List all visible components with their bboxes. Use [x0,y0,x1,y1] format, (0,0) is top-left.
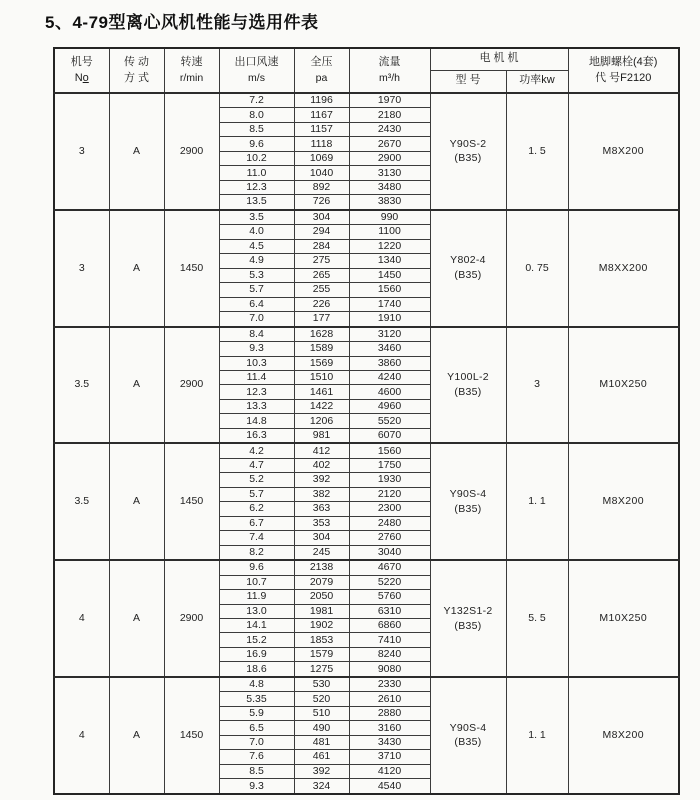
outlet-velocity-cell: 8.4 [219,327,294,342]
flow-cell: 2760 [349,531,430,545]
pressure-cell: 1902 [294,619,349,633]
pressure-cell: 275 [294,254,349,268]
outlet-velocity-cell: 3.5 [219,210,294,225]
flow-cell: 1740 [349,297,430,311]
pressure-cell: 1196 [294,93,349,108]
pressure-cell: 1461 [294,385,349,399]
outlet-velocity-cell: 4.0 [219,225,294,239]
outlet-velocity-cell: 7.4 [219,531,294,545]
pressure-cell: 1118 [294,137,349,151]
machine-no-cell: 3.5 [54,327,109,444]
outlet-velocity-cell: 12.3 [219,180,294,194]
flow-cell: 3710 [349,750,430,764]
pressure-cell: 490 [294,721,349,735]
pressure-cell: 461 [294,750,349,764]
flow-cell: 7410 [349,633,430,647]
flow-cell: 990 [349,210,430,225]
outlet-velocity-cell: 13.3 [219,399,294,413]
pressure-cell: 245 [294,545,349,560]
flow-cell: 3830 [349,195,430,210]
motor-power-cell: 1. 5 [506,93,568,210]
pressure-cell: 294 [294,225,349,239]
outlet-velocity-cell: 5.7 [219,487,294,501]
fan-performance-table [53,47,680,795]
outlet-velocity-cell: 6.2 [219,502,294,516]
flow-cell: 4600 [349,385,430,399]
motor-model-cell [430,443,506,560]
table-body [54,93,679,794]
header-speed: 转速 r/min [164,48,219,93]
outlet-velocity-cell: 12.3 [219,385,294,399]
flow-cell: 2610 [349,692,430,706]
pressure-cell: 1589 [294,342,349,356]
outlet-velocity-cell: 16.9 [219,647,294,661]
motor-model-cell [430,327,506,444]
drive-type-cell: A [109,443,164,560]
flow-cell: 9080 [349,662,430,677]
drive-type-cell: A [109,93,164,210]
bolt-cell: M8X200 [568,93,679,210]
header-outlet-velocity: 出口风速 m/s [219,48,294,93]
motor-power-cell: 1. 1 [506,443,568,560]
outlet-velocity-cell: 4.7 [219,458,294,472]
motor-power-cell: 1. 1 [506,677,568,794]
flow-cell: 2670 [349,137,430,151]
outlet-velocity-cell: 5.9 [219,706,294,720]
flow-cell: 2900 [349,151,430,165]
header-flow-rate: 流量 m³/h [349,48,430,93]
flow-cell: 3120 [349,327,430,342]
motor-frame-line: (B35) [454,619,482,632]
flow-cell: 1560 [349,283,430,297]
table-row [54,93,679,108]
motor-model-cell [430,93,506,210]
flow-cell: 2180 [349,108,430,122]
speed-cell: 2900 [164,560,219,677]
pressure-cell: 726 [294,195,349,210]
pressure-cell: 2050 [294,590,349,604]
pressure-cell: 1206 [294,414,349,428]
motor-model-cell [430,560,506,677]
flow-cell: 1100 [349,225,430,239]
flow-cell: 6310 [349,604,430,618]
pressure-cell: 304 [294,210,349,225]
header-drive-type: 传 动 方 式 [109,48,164,93]
pressure-cell: 1167 [294,108,349,122]
outlet-velocity-cell: 8.5 [219,122,294,136]
outlet-velocity-cell: 6.4 [219,297,294,311]
flow-cell: 2880 [349,706,430,720]
table-row [54,443,679,458]
flow-cell: 1560 [349,443,430,458]
flow-cell: 8240 [349,647,430,661]
outlet-velocity-cell: 10.3 [219,356,294,370]
flow-cell: 3040 [349,545,430,560]
outlet-velocity-cell: 4.2 [219,443,294,458]
outlet-velocity-cell: 7.0 [219,312,294,327]
table-row [54,677,679,692]
flow-cell: 3430 [349,735,430,749]
pressure-cell: 520 [294,692,349,706]
pressure-cell: 1275 [294,662,349,677]
flow-cell: 4960 [349,399,430,413]
header-anchor-bolt: 地脚螺栓(4套) 代 号F2120 [568,48,679,93]
outlet-velocity-cell: 13.5 [219,195,294,210]
flow-cell: 4540 [349,779,430,794]
drive-type-cell: A [109,560,164,677]
outlet-velocity-cell: 6.5 [219,721,294,735]
flow-cell: 3160 [349,721,430,735]
outlet-velocity-cell: 13.0 [219,604,294,618]
motor-frame-line: (B35) [454,385,482,398]
flow-cell: 4120 [349,764,430,778]
header-motor-power: 功率kw [506,70,568,93]
pressure-cell: 481 [294,735,349,749]
motor-power-cell: 0. 75 [506,210,568,327]
speed-cell: 1450 [164,210,219,327]
motor-frame-line: (B35) [454,152,482,165]
flow-cell: 4240 [349,370,430,384]
speed-cell: 2900 [164,327,219,444]
motor-model-line: Y90S-4 [449,721,487,734]
bolt-cell: M10X250 [568,327,679,444]
bolt-cell: M8X200 [568,677,679,794]
motor-model-line: Y802-4 [450,254,486,267]
pressure-cell: 1981 [294,604,349,618]
table-row [54,560,679,575]
header-motor-group: 电 机 机 [430,48,568,70]
outlet-velocity-cell: 8.5 [219,764,294,778]
speed-cell: 1450 [164,677,219,794]
motor-model-line: Y90S-4 [449,488,487,501]
speed-cell: 1450 [164,443,219,560]
motor-model-line: Y132S1-2 [443,604,493,617]
pressure-cell: 1569 [294,356,349,370]
pressure-cell: 324 [294,779,349,794]
outlet-velocity-cell: 5.35 [219,692,294,706]
outlet-velocity-cell: 11.4 [219,370,294,384]
flow-cell: 3460 [349,342,430,356]
outlet-velocity-cell: 6.7 [219,516,294,530]
outlet-velocity-cell: 8.0 [219,108,294,122]
outlet-velocity-cell: 7.2 [219,93,294,108]
pressure-cell: 177 [294,312,349,327]
pressure-cell: 530 [294,677,349,692]
outlet-velocity-cell: 5.3 [219,268,294,282]
flow-cell: 5760 [349,590,430,604]
table-header [54,48,679,93]
motor-power-cell: 5. 5 [506,560,568,677]
flow-cell: 1450 [349,268,430,282]
outlet-velocity-cell: 8.2 [219,545,294,560]
outlet-velocity-cell: 10.2 [219,151,294,165]
pressure-cell: 1510 [294,370,349,384]
pressure-cell: 265 [294,268,349,282]
motor-frame-line: (B35) [454,736,482,749]
pressure-cell: 1579 [294,647,349,661]
header-total-pressure: 全压 pa [294,48,349,93]
outlet-velocity-cell: 4.8 [219,677,294,692]
outlet-velocity-cell: 11.0 [219,166,294,180]
motor-frame-line: (B35) [454,269,482,282]
outlet-velocity-cell: 9.6 [219,137,294,151]
outlet-velocity-cell: 7.0 [219,735,294,749]
header-machine-no: 机号 No [54,48,109,93]
flow-cell: 4670 [349,560,430,575]
outlet-velocity-cell: 18.6 [219,662,294,677]
outlet-velocity-cell: 4.9 [219,254,294,268]
flow-cell: 1910 [349,312,430,327]
motor-frame-line: (B35) [454,502,482,515]
flow-cell: 3860 [349,356,430,370]
outlet-velocity-cell: 4.5 [219,239,294,253]
outlet-velocity-cell: 9.3 [219,342,294,356]
flow-cell: 6860 [349,619,430,633]
table-row [54,327,679,342]
outlet-velocity-cell: 9.6 [219,560,294,575]
pressure-cell: 2079 [294,575,349,589]
drive-type-cell: A [109,677,164,794]
pressure-cell: 382 [294,487,349,501]
bolt-cell: M10X250 [568,560,679,677]
pressure-cell: 1040 [294,166,349,180]
speed-cell: 2900 [164,93,219,210]
motor-model-cell [430,677,506,794]
outlet-velocity-cell: 5.2 [219,473,294,487]
pressure-cell: 981 [294,428,349,443]
motor-model-line: Y90S-2 [449,137,487,150]
page-title: 5、4-79型离心风机性能与选用件表 [45,13,319,32]
outlet-velocity-cell: 7.6 [219,750,294,764]
pressure-cell: 392 [294,473,349,487]
bolt-cell: M8X200 [568,443,679,560]
flow-cell: 2120 [349,487,430,501]
flow-cell: 1340 [349,254,430,268]
pressure-cell: 510 [294,706,349,720]
drive-type-cell: A [109,210,164,327]
pressure-cell: 1069 [294,151,349,165]
outlet-velocity-cell: 10.7 [219,575,294,589]
outlet-velocity-cell: 9.3 [219,779,294,794]
flow-cell: 2330 [349,677,430,692]
pressure-cell: 255 [294,283,349,297]
outlet-velocity-cell: 16.3 [219,428,294,443]
pressure-cell: 363 [294,502,349,516]
motor-model-line: Y100L-2 [447,371,489,384]
pressure-cell: 1422 [294,399,349,413]
outlet-velocity-cell: 5.7 [219,283,294,297]
motor-power-cell: 3 [506,327,568,444]
drive-type-cell: A [109,327,164,444]
pressure-cell: 402 [294,458,349,472]
flow-cell: 6070 [349,428,430,443]
flow-cell: 1970 [349,93,430,108]
pressure-cell: 226 [294,297,349,311]
table-row [54,210,679,225]
flow-cell: 2480 [349,516,430,530]
pressure-cell: 304 [294,531,349,545]
flow-cell: 5220 [349,575,430,589]
flow-cell: 1220 [349,239,430,253]
flow-cell: 2430 [349,122,430,136]
pressure-cell: 1853 [294,633,349,647]
outlet-velocity-cell: 11.9 [219,590,294,604]
flow-cell: 3130 [349,166,430,180]
flow-cell: 3480 [349,180,430,194]
machine-no-cell: 3 [54,93,109,210]
header-motor-model: 型 号 [430,70,506,93]
pressure-cell: 2138 [294,560,349,575]
pressure-cell: 892 [294,180,349,194]
machine-no-cell: 3.5 [54,443,109,560]
flow-cell: 1930 [349,473,430,487]
machine-no-cell: 4 [54,560,109,677]
pressure-cell: 392 [294,764,349,778]
motor-model-cell [430,210,506,327]
bolt-cell: M8XX200 [568,210,679,327]
pressure-cell: 412 [294,443,349,458]
machine-no-cell: 4 [54,677,109,794]
pressure-cell: 1628 [294,327,349,342]
pressure-cell: 1157 [294,122,349,136]
pressure-cell: 284 [294,239,349,253]
flow-cell: 2300 [349,502,430,516]
outlet-velocity-cell: 14.1 [219,619,294,633]
machine-no-cell: 3 [54,210,109,327]
pressure-cell: 353 [294,516,349,530]
flow-cell: 1750 [349,458,430,472]
outlet-velocity-cell: 15.2 [219,633,294,647]
outlet-velocity-cell: 14.8 [219,414,294,428]
flow-cell: 5520 [349,414,430,428]
